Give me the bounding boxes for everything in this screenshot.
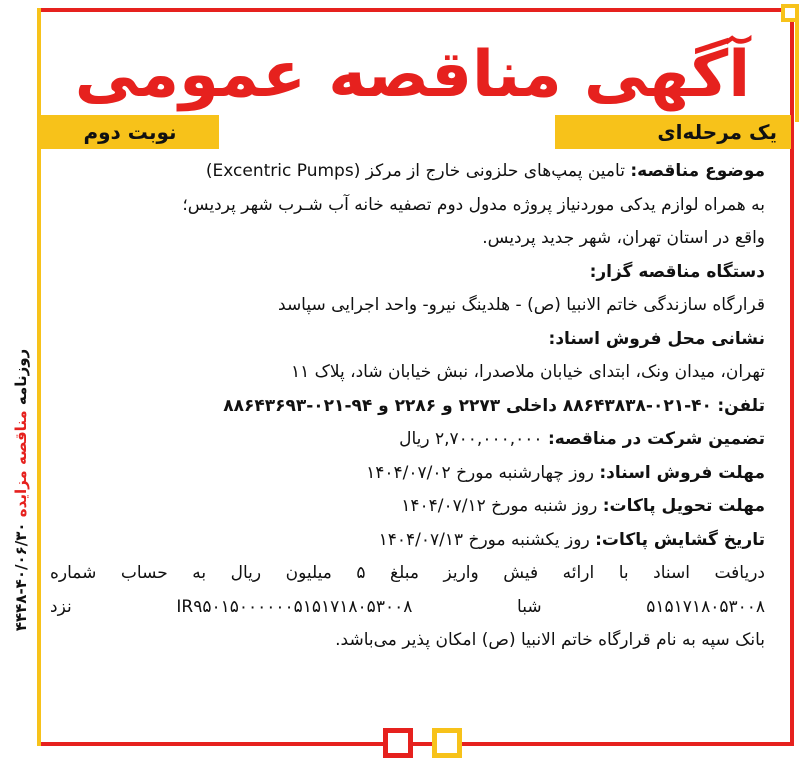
- subject-line: [50, 155, 765, 189]
- guarantee-line: [50, 423, 765, 457]
- subject-text: تامین پمپ‌های حلزونی خارج از مرکز (Excentric Pumps): [205, 161, 625, 181]
- newspaper-sidebar: [6, 330, 36, 650]
- phone-label: تلفن:: [717, 395, 765, 416]
- sale-deadline-line: [50, 457, 765, 491]
- organizer-text: قرارگاه سازندگی خاتم الانبیا (ص) - هلدینگ نیرو- واحد اجرایی سپاسد: [278, 295, 765, 315]
- delivery-label: مهلت تحویل پاکات:: [602, 496, 765, 516]
- opening-line: [50, 524, 765, 558]
- newspaper-brand: مناقصه مزایده: [12, 410, 30, 518]
- payment-line-2: ۵۱۵۱۷۱۸۰۵۳۰۰۸ شبا IR۹۵۰۱۵۰۰۰۰۰۰۵۱۵۱۷۱۸۰۵۳۰۰۸ نزد: [50, 596, 765, 617]
- delivery-line: [50, 490, 765, 524]
- newspaper-issue: ۴۰/۰۶/۳۰-۴۴۴۸: [12, 522, 30, 632]
- address-label: نشانی محل فروش اسناد:: [548, 328, 765, 349]
- page-title: آگهی مناقصه عمومی: [74, 38, 751, 112]
- guarantee-text: ۲,۷۰۰,۰۰۰,۰۰۰ ریال: [399, 429, 543, 449]
- newspaper-label: روزنامه: [12, 348, 30, 406]
- sale-deadline-text: روز چهارشنبه مورخ ۱۴۰۴/۰۷/۰۲: [366, 462, 594, 483]
- corner-bar-decoration: [795, 22, 799, 122]
- delivery-text: روز شنبه مورخ ۱۴۰۴/۰۷/۱۲: [401, 496, 598, 516]
- corner-square-decoration: [781, 4, 799, 22]
- sale-deadline-label: مهلت فروش اسناد:: [599, 462, 765, 483]
- phone-line: [50, 390, 765, 424]
- bottom-red-square-decoration: [383, 728, 413, 758]
- opening-text: روز یکشنبه مورخ ۱۴۰۴/۰۷/۱۳: [378, 529, 590, 550]
- subject-line-2: به همراه لوازم یدکی موردنیاز پروژه مدول دوم تصفیه خانه آب شـرب شهر پردیس؛: [182, 194, 765, 215]
- round-badge: نوبت دوم: [41, 115, 219, 149]
- subject-label: موضوع مناقصه:: [630, 161, 765, 181]
- guarantee-label: تضمین شرکت در مناقصه:: [547, 429, 765, 449]
- address-text: تهران، میدان ونک، ابتدای خیابان ملاصدرا، نبش خیابان شاد، پلاک ۱۱: [290, 362, 765, 382]
- subject-line-3: واقع در استان تهران، شهر جدید پردیس.: [482, 228, 765, 248]
- newspaper-issue-line: [12, 349, 30, 631]
- payment-line-1: دریافت اسناد با ارائه فیش واریز مبلغ ۵ میلیون ریال به حساب شماره: [50, 563, 765, 583]
- bottom-yellow-square-decoration: [432, 728, 462, 758]
- organizer-label: دستگاه مناقصه گزار:: [589, 261, 765, 282]
- stage-badge: یک مرحله‌ای: [555, 115, 791, 149]
- payment-line-3: بانک سپه به نام قرارگاه خاتم الانبیا (ص) امکان پذیر می‌باشد.: [335, 630, 765, 650]
- phone-text: ۴۰-۰۲۱-۸۸۶۴۳۸۳۸ داخلی ۲۲۷۳ و ۲۲۸۶ و ۹۴-۰۲۱-۸۸۶۴۳۶۹۳: [223, 395, 712, 416]
- ad-body: [50, 155, 765, 722]
- opening-label: تاریخ گشایش پاکات:: [595, 529, 765, 550]
